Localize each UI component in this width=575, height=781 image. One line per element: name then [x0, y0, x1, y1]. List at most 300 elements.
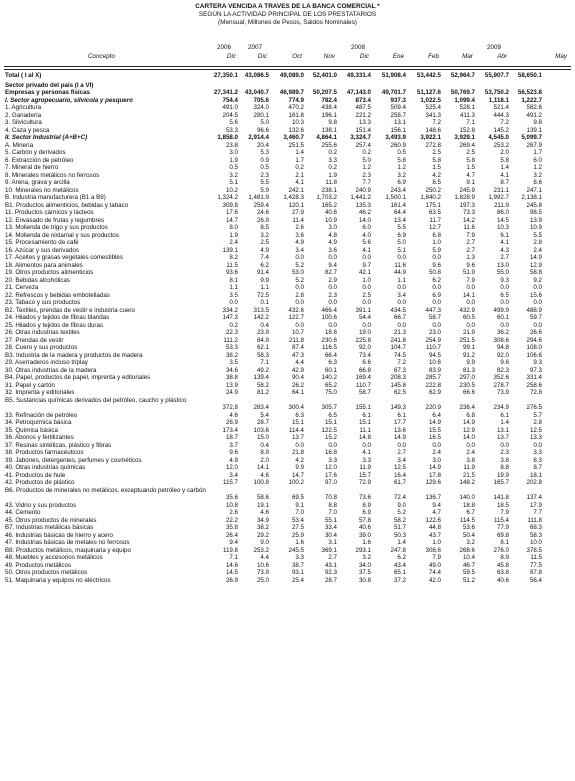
table-cell: 9.6: [466, 261, 475, 269]
table-cell: 81.3: [462, 366, 475, 374]
row-label: 32. Imprenta y editoriales: [5, 389, 75, 396]
table-cell: 87.4: [291, 344, 304, 351]
table-cell: 0.0: [500, 299, 509, 306]
table-row: [0, 134, 575, 142]
table-cell: 14.0: [358, 216, 371, 224]
table-cell: 6.5: [500, 291, 509, 299]
table-cell: 6.1: [362, 411, 371, 419]
table-cell: 13.3: [358, 119, 371, 126]
table-cell: 0.5: [260, 164, 269, 171]
table-cell: 81.2: [256, 389, 269, 396]
table-cell: 17.9: [529, 501, 542, 509]
table-cell: 45.8: [496, 561, 509, 569]
table-cell: 3,460.7: [283, 134, 304, 141]
table-cell: 14.9: [428, 419, 441, 427]
table-row: [0, 577, 575, 585]
row-label: 24. Hilados y tejidos de fibras blandas: [5, 314, 110, 321]
table-cell: 53.3: [225, 126, 238, 134]
table-cell: 58.6: [256, 494, 269, 502]
table-cell: 34.0: [358, 561, 371, 569]
table-cell: 0.5: [397, 149, 406, 156]
table-cell: 4.6: [260, 509, 269, 517]
year-2007: 2007: [247, 44, 262, 51]
table-cell: 5.6: [229, 119, 238, 126]
table-row: [0, 224, 575, 232]
table-cell: 82.3: [496, 366, 509, 374]
table-cell: 582.6: [526, 104, 542, 111]
table-cell: 391.1: [355, 306, 371, 314]
table-cell: 26.9: [256, 216, 269, 224]
table-cell: 372.8: [222, 404, 238, 412]
table-cell: 10.6: [428, 359, 441, 366]
table-cell: 58.3: [256, 351, 269, 359]
table-cell: 5.1: [229, 179, 238, 186]
table-cell: 22.2: [225, 516, 238, 524]
table-cell: 42.9: [291, 366, 304, 374]
table-cell: 2.3: [362, 171, 371, 179]
table-cell: 253.2: [493, 141, 509, 149]
table-cell: 111.2: [223, 336, 238, 344]
table-cell: 3.3: [328, 156, 337, 164]
table-cell: 73.4: [358, 351, 371, 359]
table-cell: 1,324.2: [217, 194, 238, 201]
table-cell: 491.0: [222, 104, 238, 111]
table-cell: 93.6: [225, 269, 238, 276]
table-cell: 5.5: [397, 224, 406, 231]
table-cell: 77.9: [496, 524, 509, 532]
table-cell: 62.9: [428, 389, 441, 396]
table-cell: 73.6: [358, 494, 371, 502]
table-row: [0, 254, 575, 262]
table-cell: 19.1: [256, 501, 269, 509]
table-cell: 59.5: [462, 569, 475, 577]
table-cell: 14.9: [462, 419, 475, 427]
table-cell: 27.5: [291, 524, 304, 532]
table-cell: 9.2: [533, 276, 542, 284]
table-cell: 62.5: [393, 389, 406, 396]
table-cell: 116.5: [321, 344, 337, 351]
table-cell: 1,500.1: [385, 194, 406, 201]
table-cell: 1.2: [397, 164, 406, 171]
table-cell: 6.9: [432, 291, 441, 299]
table-cell: 7.7: [362, 179, 371, 186]
table-cell: 75.0: [324, 389, 337, 396]
row-label: 33. Refinación de petróleo: [5, 411, 78, 419]
table-cell: 77.5: [529, 561, 542, 569]
table-cell: 99.1: [462, 344, 475, 351]
table-cell: 51.7: [393, 524, 406, 532]
table-cell: 0.0: [397, 254, 406, 261]
table-cell: 0.0: [328, 254, 337, 261]
table-cell: 40.6: [358, 524, 371, 532]
table-cell: 26.6: [529, 329, 542, 336]
table-cell: 17.8: [428, 471, 441, 479]
table-cell: 247.1: [526, 186, 542, 194]
table-cell: 6.9: [397, 179, 406, 186]
row-label: 1. Agricultura: [5, 104, 42, 111]
table-cell: 705.6: [253, 96, 269, 104]
table-cell: 156.1: [390, 126, 406, 134]
table-cell: 10.9: [324, 216, 337, 224]
table-cell: 15.7: [358, 471, 371, 479]
table-cell: 0.0: [295, 299, 304, 306]
table-cell: 18.8: [462, 501, 475, 509]
table-cell: 115.4: [493, 516, 509, 524]
table-cell: 8.8: [500, 464, 509, 472]
table-cell: 43.1: [324, 561, 337, 569]
table-row: [0, 82, 575, 90]
table-cell: 5.0: [362, 156, 371, 164]
row-label: 7. Mineral de hierro: [5, 164, 59, 171]
table-cell: 7.2: [432, 119, 441, 126]
table-row: [0, 247, 575, 255]
table-cell: 4.1: [362, 449, 371, 457]
table-cell: 240.9: [355, 186, 371, 194]
table-cell: 129.6: [425, 479, 441, 487]
table-cell: 100.6: [321, 314, 337, 321]
table-row: [0, 329, 575, 337]
table-cell: 161.4: [390, 201, 406, 209]
table-cell: 276.5: [526, 404, 542, 412]
table-cell: 3.2: [466, 539, 475, 547]
table-cell: 37.5: [358, 569, 371, 577]
row-label: 23. Tabaco y sus productos: [5, 299, 81, 306]
table-cell: 40.6: [496, 576, 509, 584]
table-cell: 369.1: [321, 546, 337, 554]
table-cell: 149.3: [390, 404, 406, 412]
table-cell: 58.7: [428, 314, 441, 321]
table-cell: 3.2: [397, 171, 406, 179]
table-row: [0, 374, 575, 382]
table-cell: 14.1: [256, 464, 269, 472]
table-cell: 2.5: [432, 149, 441, 156]
table-cell: 4.4: [295, 359, 304, 366]
table-row: [0, 509, 575, 517]
table-cell: 38.8: [225, 374, 238, 381]
table-cell: 122.7: [288, 314, 304, 321]
table-cell: 3.2: [260, 231, 269, 239]
table-cell: 94.5: [428, 351, 441, 359]
table-cell: 8.0: [229, 224, 238, 231]
table-cell: 251.5: [459, 336, 475, 344]
table-cell: 92.0: [496, 351, 509, 359]
table-cell: 2.5: [362, 291, 371, 299]
table-cell: 110.7: [425, 344, 441, 351]
table-cell: 0.0: [533, 299, 542, 306]
table-cell: 72.4: [393, 494, 406, 502]
table-cell: 8.7: [500, 179, 509, 186]
table-cell: 18.1: [529, 471, 542, 479]
table-cell: 65.1: [393, 569, 406, 577]
table-cell: 3,929.1: [454, 134, 475, 141]
table-cell: 53,750.2: [484, 89, 509, 96]
table-cell: 103.6: [253, 426, 269, 434]
table-cell: 7.1: [466, 119, 475, 126]
table-cell: 294.6: [526, 336, 542, 344]
table-cell: 21.3: [393, 329, 406, 336]
table-cell: 60.1: [496, 314, 509, 321]
table-row: [0, 554, 575, 562]
table-cell: 9.8: [328, 119, 337, 126]
table-cell: 2.4: [466, 449, 475, 457]
row-label: B6. Productos de minerales no metálicos, exceptuando petróleo y carbón: [5, 486, 206, 494]
table-cell: 4.1: [500, 239, 509, 246]
table-cell: 24.6: [256, 209, 269, 216]
table-cell: 24.9: [225, 389, 238, 396]
table-row: [0, 127, 575, 135]
table-cell: 25.9: [291, 531, 304, 539]
table-cell: 14.9: [393, 434, 406, 442]
table-cell: 42.1: [358, 269, 371, 276]
table-cell: 3.5: [229, 291, 238, 299]
table-cell: 3.3: [328, 456, 337, 464]
table-cell: 4.9: [229, 456, 238, 464]
table-cell: 100.2: [288, 479, 304, 487]
table-cell: 309.8: [222, 201, 238, 209]
table-cell: 35.8: [225, 524, 238, 532]
table-row: [0, 307, 575, 315]
table-cell: 6.0: [362, 224, 371, 231]
table-cell: 46.2: [358, 209, 371, 216]
table-cell: 46.7: [462, 561, 475, 569]
table-cell: 0.4: [260, 441, 269, 449]
table-cell: 3.3: [295, 554, 304, 562]
row-label: 51. Maquinaria y equipos no eléctricos: [5, 576, 111, 584]
table-cell: 434.5: [390, 306, 406, 314]
table-cell: 9.0: [260, 539, 269, 547]
header-rule: [4, 69, 571, 70]
table-cell: 245.5: [288, 546, 304, 554]
table-row: [0, 262, 575, 270]
table-cell: 11.4: [292, 216, 304, 224]
table-cell: 1.2: [533, 164, 542, 171]
table-cell: 46,989.7: [279, 89, 304, 96]
table-cell: 63.8: [496, 569, 509, 577]
table-cell: 0.0: [466, 284, 475, 291]
table-cell: 782.4: [321, 96, 337, 104]
table-cell: 269.4: [459, 141, 475, 149]
table-cell: 66.8: [358, 366, 371, 374]
table-cell: 0.0: [295, 284, 304, 291]
table-cell: 0.0: [328, 284, 337, 291]
row-label: 14. Molienda de nixtamal y sus productos: [5, 231, 119, 239]
row-label: 47. Industrias básicas de metales no ferrosos: [5, 539, 130, 547]
table-cell: 42.0: [428, 576, 441, 584]
table-cell: 25.4: [291, 576, 304, 584]
row-label: B7. Industrias metálicas básicas: [5, 524, 94, 532]
table-cell: 35.6: [225, 494, 238, 502]
table-cell: 11.1: [359, 426, 371, 434]
table-cell: 7.0: [328, 509, 337, 517]
table-cell: 331.4: [526, 374, 542, 381]
table-cell: 14.8: [358, 434, 371, 442]
table-cell: 53.0: [291, 269, 304, 276]
table-cell: 2.3: [500, 449, 509, 457]
table-cell: 3.4: [397, 291, 406, 299]
table-cell: 15.5: [428, 426, 441, 434]
table-cell: 9.9: [466, 359, 475, 366]
table-cell: 84.9: [256, 336, 269, 344]
table-cell: 0.2: [328, 164, 337, 171]
table-cell: 10.4: [462, 554, 475, 562]
table-cell: 2,138.1: [521, 194, 542, 201]
table-cell: 1,840.2: [420, 194, 441, 201]
table-cell: 47,143.0: [346, 89, 371, 96]
table-cell: 4,545.0: [488, 134, 509, 141]
table-cell: 132.6: [288, 126, 304, 134]
month-header: Nov: [323, 53, 335, 60]
table-cell: 0.0: [397, 441, 406, 449]
table-cell: 5.3: [260, 149, 269, 156]
table-cell: 0.0: [362, 321, 371, 329]
table-cell: 0.0: [397, 299, 406, 306]
table-cell: 136.7: [425, 494, 441, 502]
table-cell: 53,442.5: [416, 72, 441, 79]
table-cell: 3.3: [533, 449, 542, 457]
table-cell: 92.0: [358, 344, 371, 351]
table-cell: 0.0: [432, 254, 441, 261]
report-title: CARTERA VENCIDA A TRAVES DE LA BANCA COMERCIAL *: [195, 3, 380, 10]
row-label: II. Sector Industrial (A+B+C): [5, 134, 88, 141]
table-cell: 1.9: [229, 156, 238, 164]
table-cell: 17.6: [225, 209, 238, 216]
table-cell: 243.4: [390, 186, 406, 194]
row-label: 10. Minerales no metálicos: [5, 186, 79, 194]
table-row: [0, 487, 575, 502]
table-row: [0, 532, 575, 540]
table-cell: 4.8: [328, 231, 337, 239]
table-cell: 0.2: [362, 149, 371, 156]
row-label: 49. Productos metálicos: [5, 561, 72, 569]
table-cell: 58.2: [393, 516, 406, 524]
table-cell: 525.4: [425, 104, 441, 111]
table-cell: 247.8: [390, 546, 406, 554]
table-cell: 3,324.7: [350, 134, 371, 141]
table-cell: 0.2: [295, 164, 304, 171]
table-cell: 6.5: [328, 411, 337, 419]
table-row: [0, 112, 575, 120]
table-cell: 3,493.9: [385, 134, 406, 141]
table-cell: 13.4: [393, 216, 406, 224]
table-cell: 8.5: [260, 224, 269, 231]
table-cell: 0.0: [328, 299, 337, 306]
table-cell: 145.2: [493, 126, 509, 134]
table-cell: 145.8: [390, 381, 406, 389]
table-cell: 211.8: [288, 336, 304, 344]
table-cell: 3.6: [295, 231, 304, 239]
table-cell: 11.5: [530, 554, 542, 562]
table-cell: 110.7: [355, 381, 371, 389]
table-cell: 245.9: [459, 186, 475, 194]
table-cell: 283.4: [253, 404, 269, 412]
table-cell: 173.4: [222, 426, 238, 434]
table-cell: 9.6: [500, 359, 509, 366]
table-cell: 69.8: [496, 531, 509, 539]
header-rule: [4, 66, 571, 67]
year-2006: 2006: [216, 44, 231, 51]
table-cell: 259.4: [253, 201, 269, 209]
table-cell: 12.0: [225, 464, 238, 472]
table-cell: 94.8: [496, 344, 509, 351]
table-cell: 334.2: [222, 306, 238, 314]
table-cell: 11.6: [394, 261, 406, 269]
table-cell: 51,127.6: [416, 89, 441, 96]
table-cell: 2.0: [500, 149, 509, 156]
table-cell: 28.7: [256, 419, 269, 427]
table-cell: 0.0: [432, 299, 441, 306]
year-2008: 2008: [350, 44, 365, 51]
row-label: 4. Caza y pesca: [5, 126, 50, 134]
table-cell: 68.3: [529, 524, 542, 532]
table-cell: 0.0: [362, 299, 371, 306]
table-cell: 432.9: [459, 306, 475, 314]
row-label: 28. Cuero y sus productos: [5, 344, 78, 351]
table-cell: 9.3: [533, 359, 542, 366]
table-cell: 0.0: [533, 321, 542, 329]
table-cell: 7.1: [229, 554, 238, 562]
table-cell: 165.7: [493, 479, 509, 487]
table-row: [0, 479, 575, 487]
table-cell: 6.1: [500, 411, 509, 419]
table-cell: 1.3: [466, 254, 475, 261]
table-cell: 4.6: [260, 471, 269, 479]
table-cell: 47.3: [291, 351, 304, 359]
table-cell: 2.6: [295, 224, 304, 231]
row-label: Total ( I al X): [5, 72, 42, 79]
table-cell: 5.0: [397, 239, 406, 246]
table-cell: 155.1: [355, 404, 371, 412]
table-cell: 254.9: [425, 336, 441, 344]
table-cell: 308.6: [425, 546, 441, 554]
table-cell: 5.8: [466, 156, 475, 164]
table-row: [0, 149, 575, 157]
table-cell: 18.5: [496, 501, 509, 509]
row-label: 39. Jabones, detergentes, perfumes y cosméticos: [5, 456, 142, 464]
table-cell: 23.0: [428, 329, 441, 336]
table-cell: 64.1: [291, 389, 304, 396]
table-cell: 1.5: [466, 164, 475, 171]
table-cell: 5.2: [397, 509, 406, 517]
table-cell: 64.4: [393, 209, 406, 216]
table-row: [0, 412, 575, 420]
table-cell: 36.2: [496, 329, 509, 336]
table-cell: 140.0: [459, 494, 475, 502]
table-cell: 15.1: [324, 419, 337, 427]
table-cell: 2.7: [466, 246, 475, 254]
table-cell: 491.2: [526, 111, 542, 119]
concepto-header: Concepto: [88, 53, 115, 60]
table-row: [0, 277, 575, 285]
table-cell: 13.7: [496, 434, 509, 442]
table-cell: 87.8: [529, 569, 542, 577]
table-cell: 114.5: [459, 516, 475, 524]
table-cell: 39.0: [358, 531, 371, 539]
table-row: [0, 119, 575, 127]
table-cell: 1.9: [328, 171, 337, 179]
table-cell: 6.3: [328, 359, 337, 366]
table-cell: 96.6: [256, 126, 269, 134]
table-cell: 52,401.0: [312, 72, 337, 79]
table-cell: 225.8: [355, 336, 371, 344]
table-cell: 55.0: [496, 269, 509, 276]
table-cell: 38.7: [291, 561, 304, 569]
table-cell: 148.6: [425, 126, 441, 134]
table-cell: 7.1: [260, 359, 269, 366]
table-cell: 5.2: [295, 276, 304, 284]
table-cell: 21.5: [462, 471, 475, 479]
table-cell: 22.3: [225, 329, 238, 336]
table-row: [0, 359, 575, 367]
